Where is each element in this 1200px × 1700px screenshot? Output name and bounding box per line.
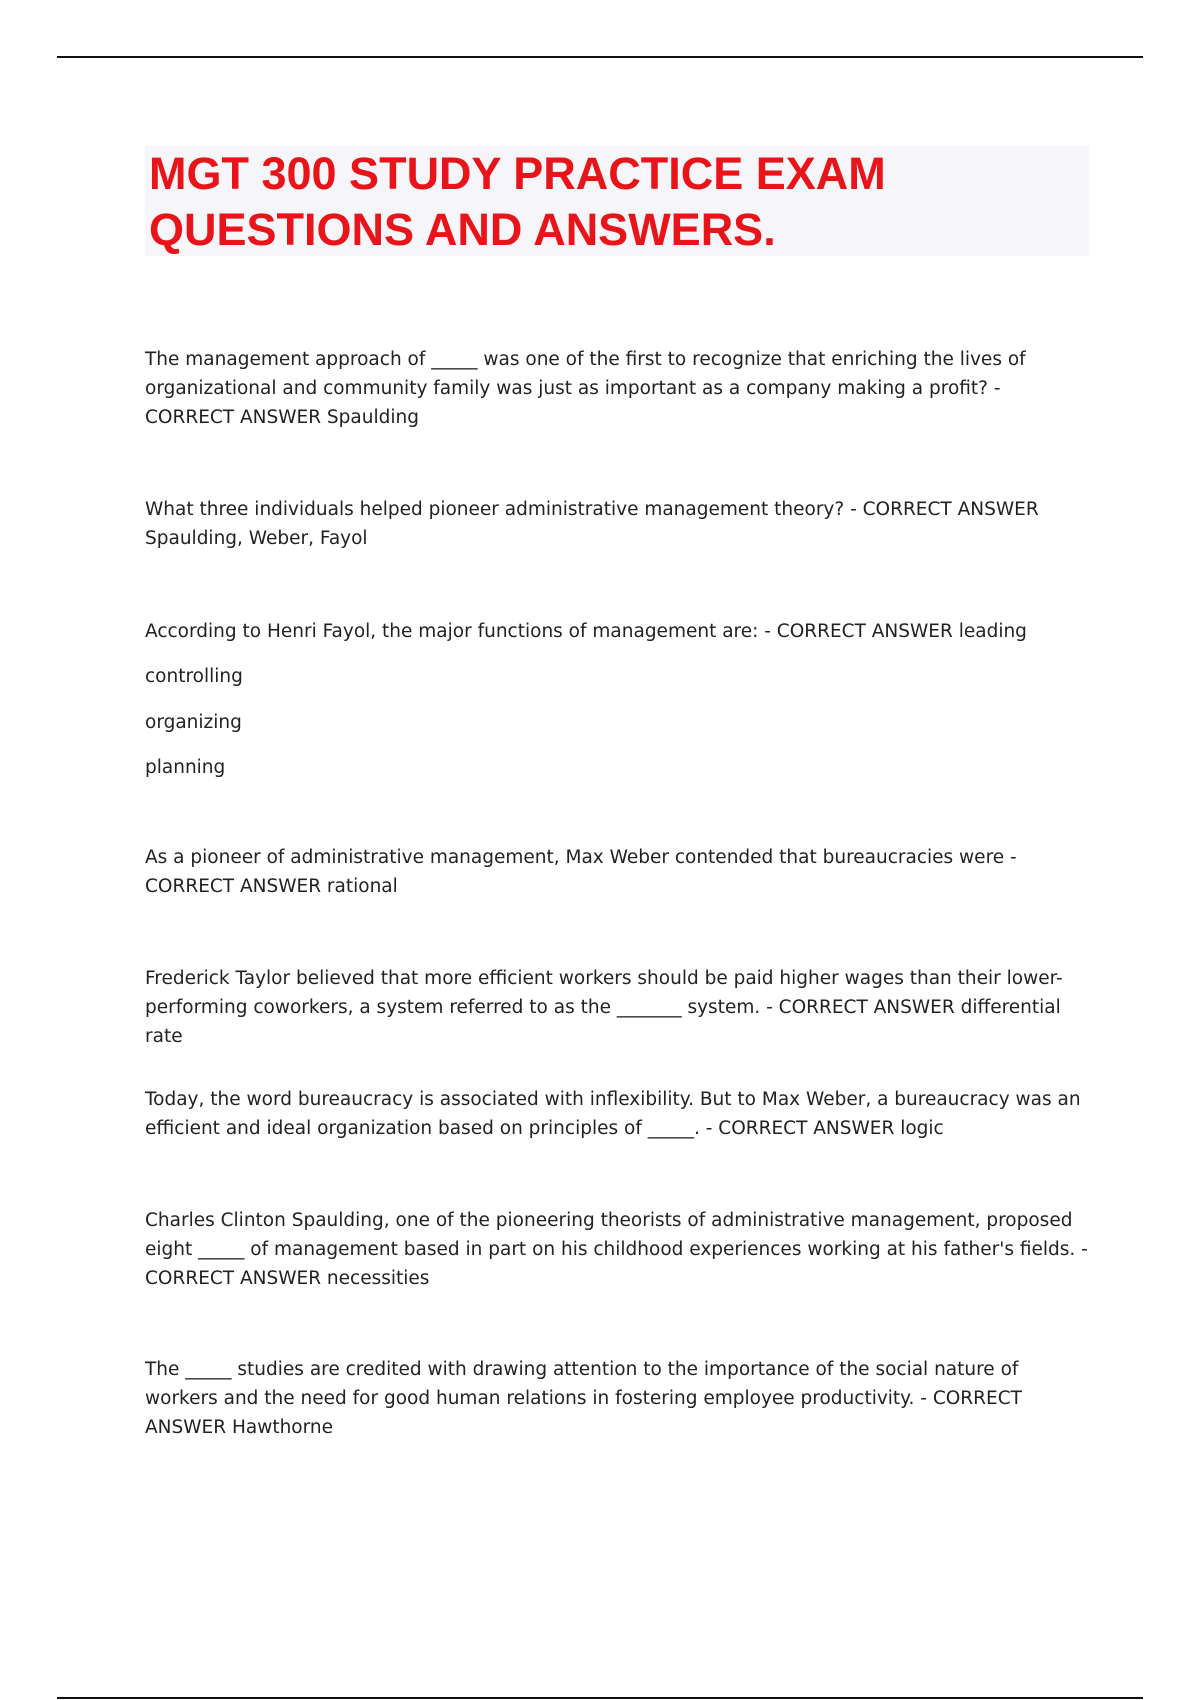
qa-item-5: Frederick Taylor believed that more efficient workers should be paid higher wages than their lower-performing coworkers, a system referred to as the _______ system. - CORRECT ANSWER differential rate: [145, 968, 1063, 1047]
qa-item-8: The _____ studies are credited with drawing attention to the importance of the social nature of workers and the need for good human relations in fostering employee productivity. - CORRECT ANSWER Hawthorne: [145, 1359, 1022, 1438]
qa-item-3: According to Henri Fayol, the major functions of management are: - CORRECT ANSWER leading: [145, 621, 1027, 642]
document-title: MGT 300 STUDY PRACTICE EXAM QUESTIONS AND ANSWERS.: [149, 148, 886, 255]
bottom-rule: [57, 1697, 1143, 1699]
fayol-list-item-planning: planning: [145, 757, 226, 778]
fayol-list-item-organizing: organizing: [145, 712, 242, 733]
qa-item-2: What three individuals helped pioneer administrative management theory? - CORRECT ANSWER Spaulding, Weber, Fayol: [145, 499, 1039, 549]
qa-item-4: As a pioneer of administrative management, Max Weber contended that bureaucracies were - CORRECT ANSWER rational: [145, 847, 1017, 897]
fayol-list-item-controlling: controlling: [145, 666, 243, 687]
qa-item-1: The management approach of _____ was one of the first to recognize that enriching the lives of organizational and community family was just as important as a company making a profit? - CORRECT ANSWER Spaulding: [145, 349, 1026, 428]
title-block: [145, 146, 1089, 256]
qa-item-6: Today, the word bureaucracy is associated with inflexibility. But to Max Weber, a bureaucracy was an efficient and ideal organization based on principles of _____. - CORRECT ANSWER logic: [145, 1089, 1081, 1139]
qa-item-7: Charles Clinton Spaulding, one of the pioneering theorists of administrative management, proposed eight _____ of management based in part on his childhood experiences working at his father's fields. - CORRECT ANSWER necessities: [145, 1210, 1088, 1289]
top-rule: [57, 56, 1143, 58]
